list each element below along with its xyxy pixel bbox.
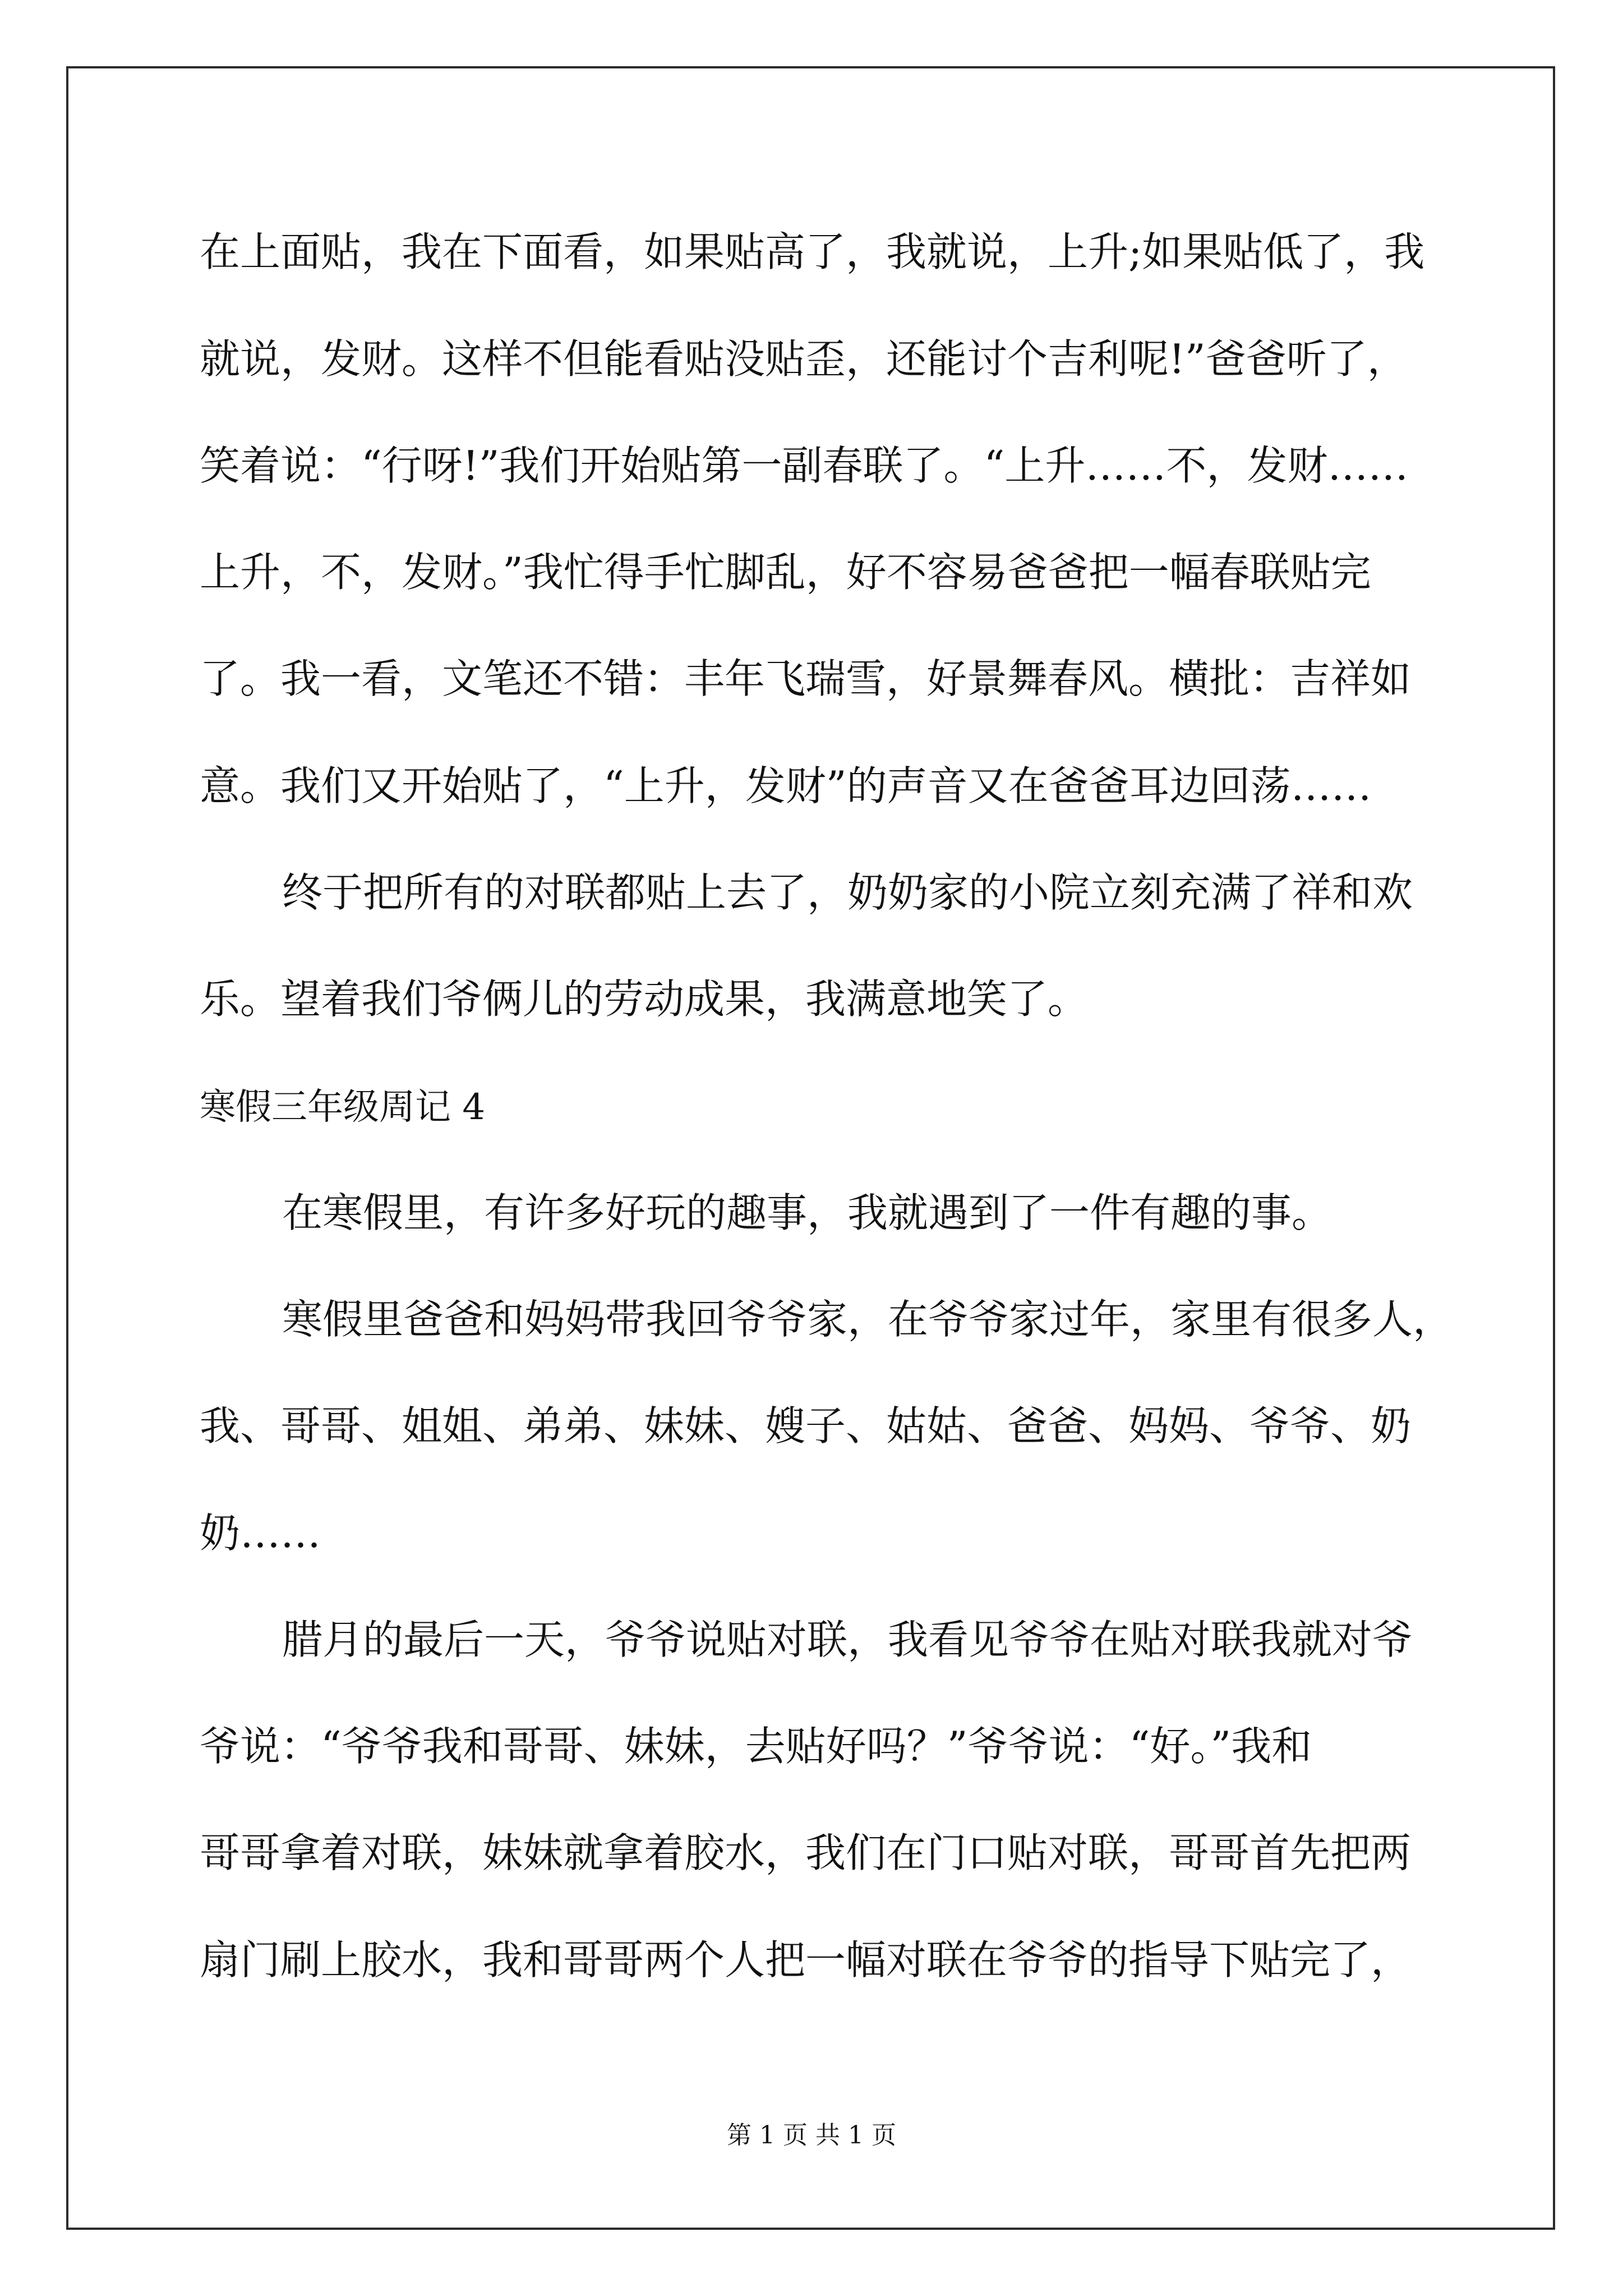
page-footer: 第 1 页 共 1 页 xyxy=(727,2121,896,2150)
section-heading: 寒假三年级周记 4 xyxy=(200,1087,486,1128)
text-line: 在寒假里，有许多好玩的趣事，我就遇到了一件有趣的事。 xyxy=(282,1189,1332,1236)
text-line: 奶…… xyxy=(200,1510,321,1557)
text-line: 爷说：“爷爷我和哥哥、妹妹，去贴好吗？”爷爷说：“好。”我和 xyxy=(200,1723,1312,1770)
text-line: 哥哥拿着对联，妹妹就拿着胶水，我们在门口贴对联，哥哥首先把两 xyxy=(200,1829,1412,1876)
text-line: 扇门刷上胶水，我和哥哥两个人把一幅对联在爷爷的指导下贴完了， xyxy=(200,1936,1412,1984)
text-line: 乐。望着我们爷俩儿的劳动成果，我满意地笑了。 xyxy=(200,976,1089,1023)
text-line: 在上面贴，我在下面看，如果贴高了，我就说，上升;如果贴低了，我 xyxy=(200,228,1425,275)
text-line: 笑着说：“行呀!”我们开始贴第一副春联了。“上升……不，发财…… xyxy=(200,442,1409,489)
text-line: 寒假里爸爸和妈妈带我回爷爷家，在爷爷家过年，家里有很多人， xyxy=(282,1296,1454,1343)
text-line: 我、哥哥、姐姐、弟弟、妹妹、嫂子、姑姑、爸爸、妈妈、爷爷、奶 xyxy=(200,1402,1412,1450)
text-line: 腊月的最后一天，爷爷说贴对联，我看见爷爷在贴对联我就对爷 xyxy=(282,1616,1413,1663)
text-line: 终于把所有的对联都贴上去了，奶奶家的小院立刻充满了祥和欢 xyxy=(282,869,1413,916)
text-line: 意。我们又开始贴了，“上升，发财”的声音又在爸爸耳边回荡…… xyxy=(200,762,1372,809)
text-line: 了。我一看，文笔还不错：丰年飞瑞雪，好景舞春风。横批：吉祥如 xyxy=(200,655,1412,702)
page-frame xyxy=(66,66,1555,2230)
text-line: 上升，不，发财。”我忙得手忙脚乱，好不容易爸爸把一幅春联贴完 xyxy=(200,549,1371,596)
text-line: 就说，发财。这样不但能看贴没贴歪，还能讨个吉利呢!”爸爸听了， xyxy=(200,335,1408,383)
